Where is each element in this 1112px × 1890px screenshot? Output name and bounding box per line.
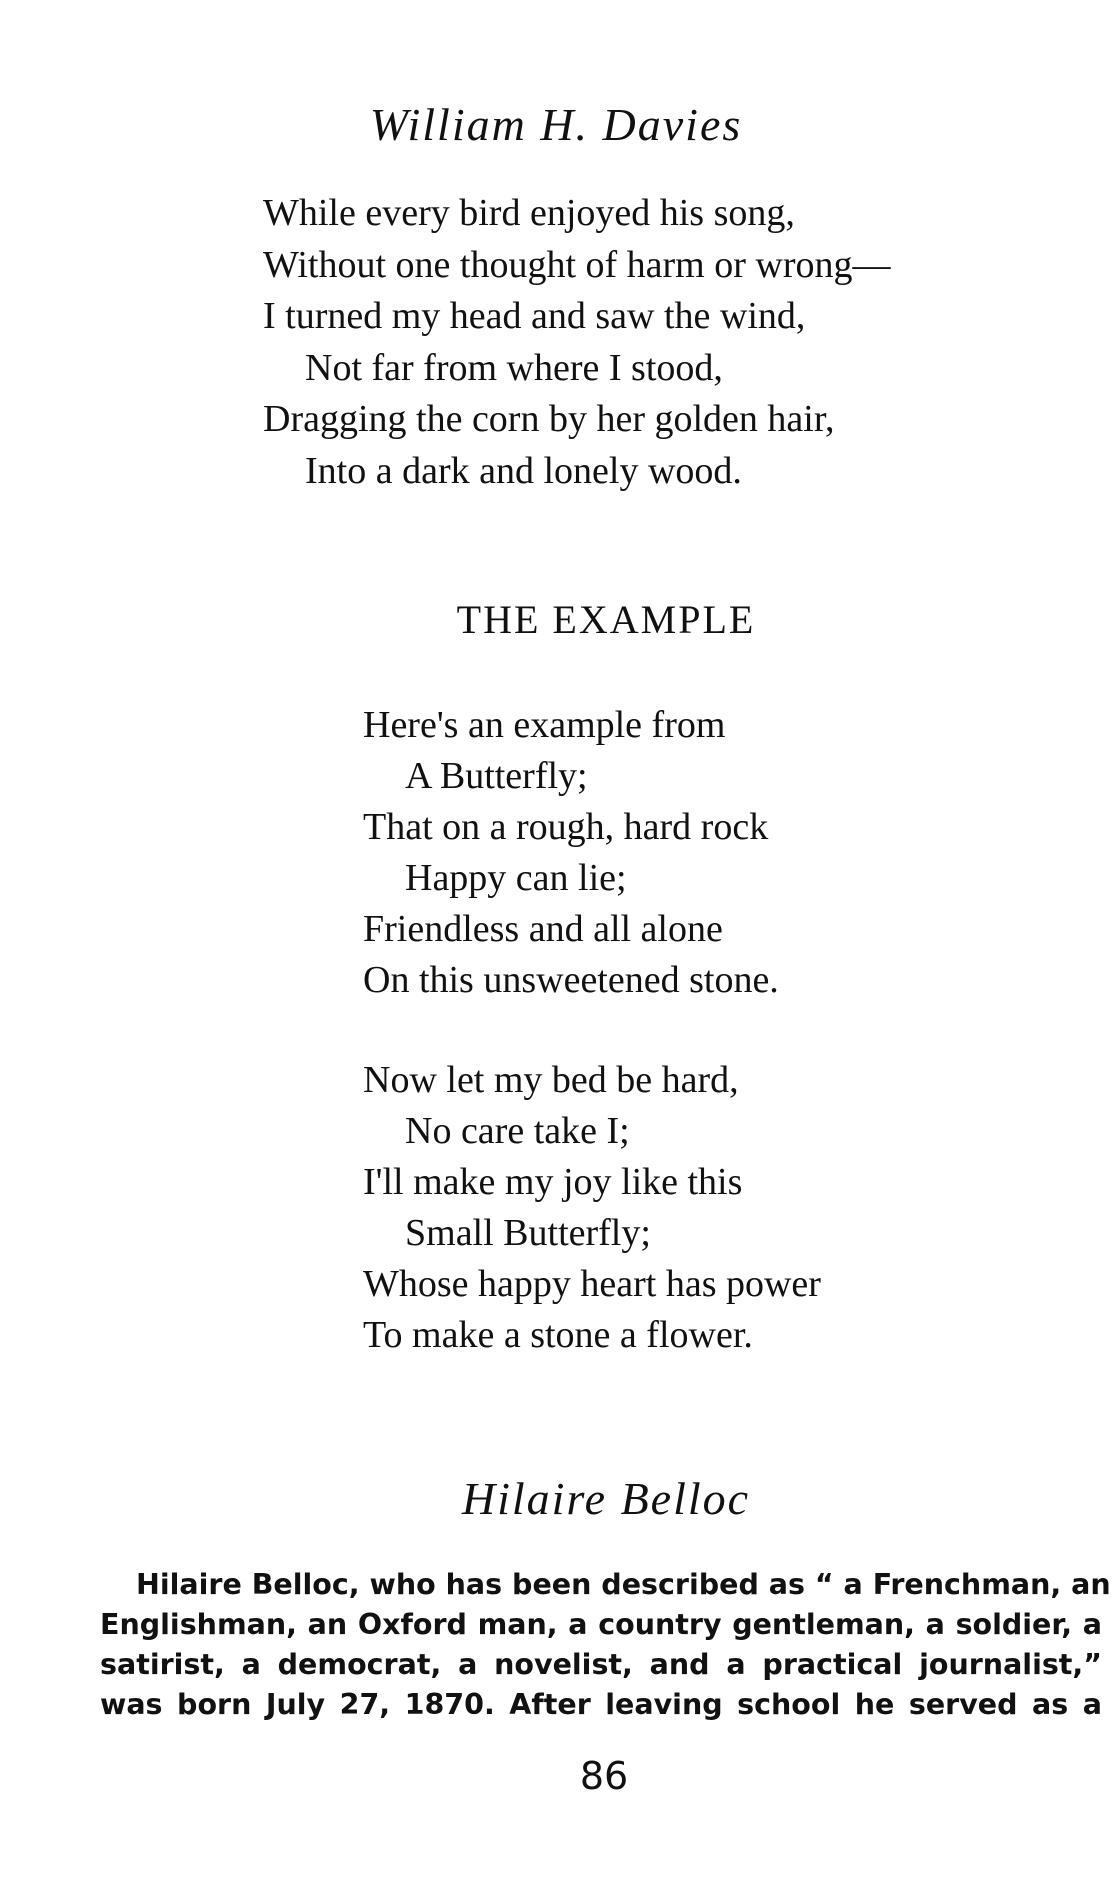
poem-line: Whose happy heart has power — [363, 1263, 821, 1305]
page-number: 86 — [579, 1754, 629, 1798]
poem-stanza — [363, 1055, 821, 1361]
poem-line: Here's an example from — [363, 704, 726, 746]
poem-line: Not far from where I stood, — [305, 346, 723, 389]
running-head-author: William H. Davies — [369, 99, 743, 150]
poem-line: Without one thought of harm or wrong— — [263, 243, 891, 286]
poem-line: Happy can lie; — [405, 857, 627, 899]
poem-line: No care take I; — [405, 1110, 630, 1152]
poem-line: I turned my head and saw the wind, — [263, 295, 806, 337]
poem-stanza — [363, 700, 779, 1006]
poem-line: On this unsweetened stone. — [363, 959, 779, 1001]
poem-stanza — [263, 188, 890, 497]
poem-line: While every bird enjoyed his song, — [263, 192, 795, 234]
biography-line: Englishman, an Oxford man, a country gentleman, a soldier, a — [100, 1608, 1102, 1641]
poem-line: Into a dark and lonely wood. — [305, 449, 742, 492]
author-biography — [100, 1565, 1111, 1725]
poem-line: A Butterfly; — [405, 755, 588, 797]
poem-line: Friendless and all alone — [363, 908, 723, 950]
author-heading: Hilaire Belloc — [461, 1473, 751, 1524]
poem-line: To make a stone a flower. — [363, 1314, 753, 1356]
poem-line: I'll make my joy like this — [363, 1161, 743, 1203]
poem-title: THE EXAMPLE — [456, 597, 756, 642]
biography-line: was born July 27, 1870. After leaving school he served as a — [100, 1688, 1102, 1721]
biography-line: satirist, a democrat, a novelist, and a practical journalist,” — [100, 1648, 1102, 1681]
poem-line: Now let my bed be hard, — [363, 1059, 739, 1101]
biography-line: Hilaire Belloc, who has been described as “ a Frenchman, an — [136, 1568, 1111, 1601]
poem-line: Small Butterfly; — [405, 1212, 651, 1254]
poem-line: Dragging the corn by her golden hair, — [263, 398, 835, 440]
poem-line: That on a rough, hard rock — [363, 806, 769, 848]
